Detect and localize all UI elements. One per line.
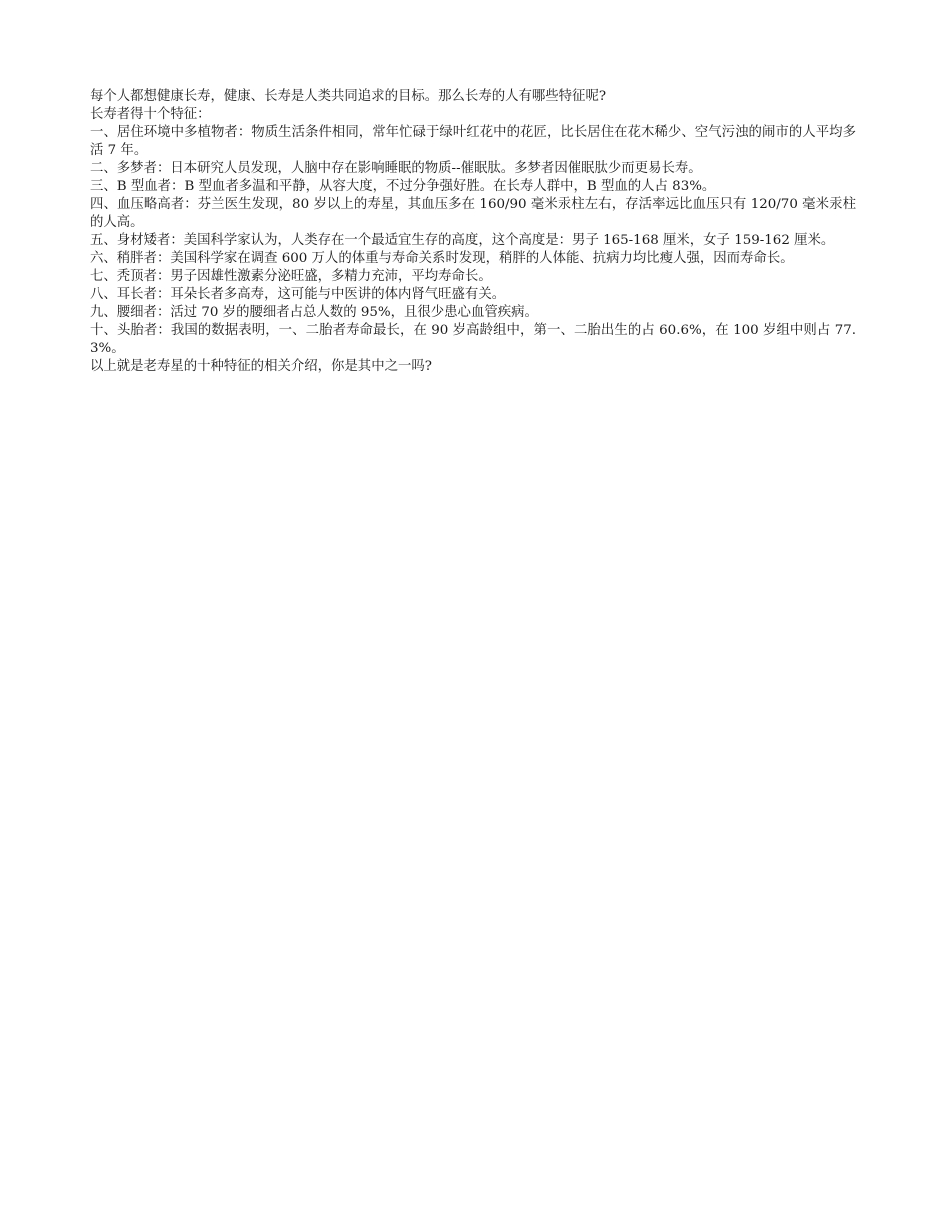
feature-item-4: 四、血压略高者：芬兰医生发现，80 岁以上的寿星，其血压多在 160/90 毫米汞柱左右，存活率远比血压只有 120/70 毫米汞柱的人高。: [90, 197, 856, 230]
list-heading: 长寿者得十个特征：: [90, 107, 211, 122]
document-body: [90, 88, 856, 376]
intro-paragraph: 每个人都想健康长寿，健康、长寿是人类共同追求的目标。那么长寿的人有哪些特征呢?: [90, 89, 607, 104]
feature-item-3: 三、B 型血者：B 型血者多温和平静，从容大度，不过分争强好胜。在长寿人群中，B 型血的人占 83%。: [90, 179, 716, 194]
feature-item-9: 九、腰细者：活过 70 岁的腰细者占总人数的 95%，且很少患心血管疾病。: [90, 305, 538, 320]
feature-item-1: 一、居住环境中多植物者：物质生活条件相同，常年忙碌于绿叶红花中的花匠，比长居住在花木稀少、空气污浊的闹市的人平均多活 7 年。: [90, 125, 856, 158]
feature-item-7: 七、秃顶者：男子因雄性激素分泌旺盛，多精力充沛，平均寿命长。: [90, 269, 492, 284]
closing-paragraph: 以上就是老寿星的十种特征的相关介绍，你是其中之一吗?: [90, 359, 432, 374]
feature-item-10: 十、头胎者：我国的数据表明，一、二胎者寿命最长，在 90 岁高龄组中，第一、二胎出生的占 60.6%，在 100 岁组中则占 77.3%。: [90, 323, 856, 356]
feature-item-8: 八、耳长者：耳朵长者多高寿，这可能与中医讲的体内肾气旺盛有关。: [90, 287, 506, 302]
feature-item-5: 五、身材矮者：美国科学家认为，人类存在一个最适宜生存的高度，这个高度是：男子 165-168 厘米，女子 159-162 厘米。: [90, 233, 835, 248]
feature-item-6: 六、稍胖者：美国科学家在调查 600 万人的体重与寿命关系时发现，稍胖的人体能、抗病力均比瘦人强，因而寿命长。: [90, 251, 794, 266]
feature-item-2: 二、多梦者：日本研究人员发现，人脑中存在影响睡眠的物质--催眠肽。多梦者因催眠肽少而更易长寿。: [90, 161, 702, 176]
